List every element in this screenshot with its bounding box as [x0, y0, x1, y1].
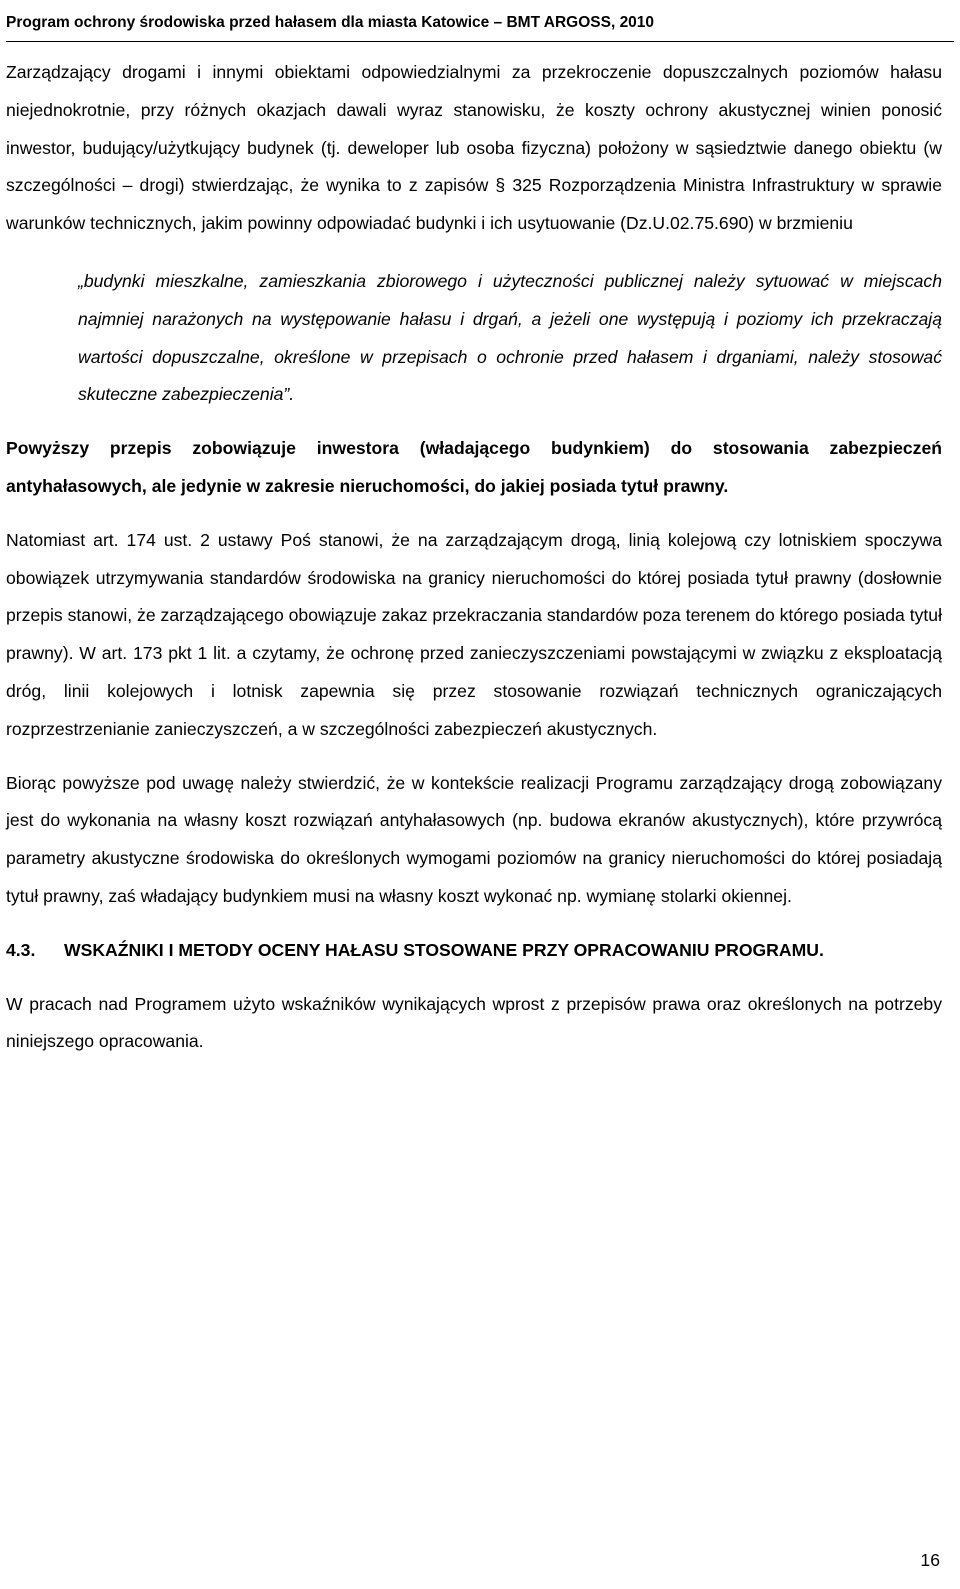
- page-number: 16: [920, 1550, 940, 1570]
- document-header: [6, 5, 954, 42]
- paragraph-roadway-managers: Zarządzający drogami i innymi obiektami odpowiedzialnymi za przekroczenie dopuszczalnych poziomów hałasu niejednokrotnie, przy różnych okazjach dawali wyraz stanowisku, że koszty ochrony akustycznej winien ponosić inwestor, budujący/użytkujący budynek (tj. deweloper lub osoba fizyczna) położony w sąsiedztwie danego obiektu (w szczególności – drogi) stwierdzając, że wynika to z zapisów § 325 Rozporządzenia Ministra Infrastruktury w sprawie warunków technicznych, jakim powinny odpowiadać budynki i ich usytuowanie (Dz.U.02.75.690) w brzmieniu: [6, 62, 942, 234]
- paragraph-investor-obligation: Powyższy przepis zobowiązuje inwestora (władającego budynkiem) do stosowania zabezpieczeń antyhałasowych, ale jedynie w zakresie nieruchomości, do jakiej posiada tytuł prawny.: [6, 438, 942, 496]
- paragraph-conclusion: Biorąc powyższe pod uwagę należy stwierdzić, że w kontekście realizacji Programu zarządzający drogą zobowiązany jest do wykonania na własny koszt rozwiązań antyhałasowych (np. budowa ekranów akustycznych), które przywrócą parametry akustyczne środowiska do określonych wymogami poziomów na granicy nieruchomości do której posiadają tytuł prawny, zaś władający budynkiem musi na własny koszt wykonać np. wymianę stolarki okiennej.: [6, 772, 942, 906]
- section-heading: [6, 932, 942, 970]
- section-number: 4.3.: [6, 939, 36, 960]
- section-title: WSKAŹNIKI I METODY OCENY HAŁASU STOSOWANE PRZY OPRACOWANIU PROGRAMU.: [64, 939, 824, 960]
- document-body: [6, 54, 942, 1061]
- paragraph-indicators: W pracach nad Programem użyto wskaźników wynikających wprost z przepisów prawa oraz określonych na potrzeby niniejszego opracowania.: [6, 993, 942, 1052]
- header-title: Program ochrony środowiska przed hałasem dla miasta Katowice – BMT ARGOSS, 2010: [6, 14, 655, 31]
- regulation-quote: „budynki mieszkalne, zamieszkania zbiorowego i użyteczności publicznej należy sytuować w miejscach najmniej narażonych na występowanie hałasu i drgań, a jeżeli one występują i poziomy ich przekraczają wartości dopuszczalne, określone w przepisach o ochronie przed hałasem i drganiami, należy stosować skuteczne zabezpieczenia”.: [78, 270, 942, 405]
- paragraph-environmental-law: Natomiast art. 174 ust. 2 ustawy Poś stanowi, że na zarządzającym drogą, linią kolejową czy lotniskiem spoczywa obowiązek utrzymywania standardów środowiska na granicy nieruchomości do której posiada tytuł prawny (dosłownie przepis stanowi, że zarządzającego obowiązuje zakaz przekraczania standardów poza terenem do którego posiada tytuł prawny). W art. 173 pkt 1 lit. a czytamy, że ochronę przed zanieczyszczeniami powstającymi w związku z eksploatacją dróg, linii kolejowych i lotnisk zapewnia się przez stosowanie rozwiązań technicznych ograniczających rozprzestrzenianie zanieczyszczeń, a w szczególności zabezpieczeń akustycznych.: [6, 529, 942, 739]
